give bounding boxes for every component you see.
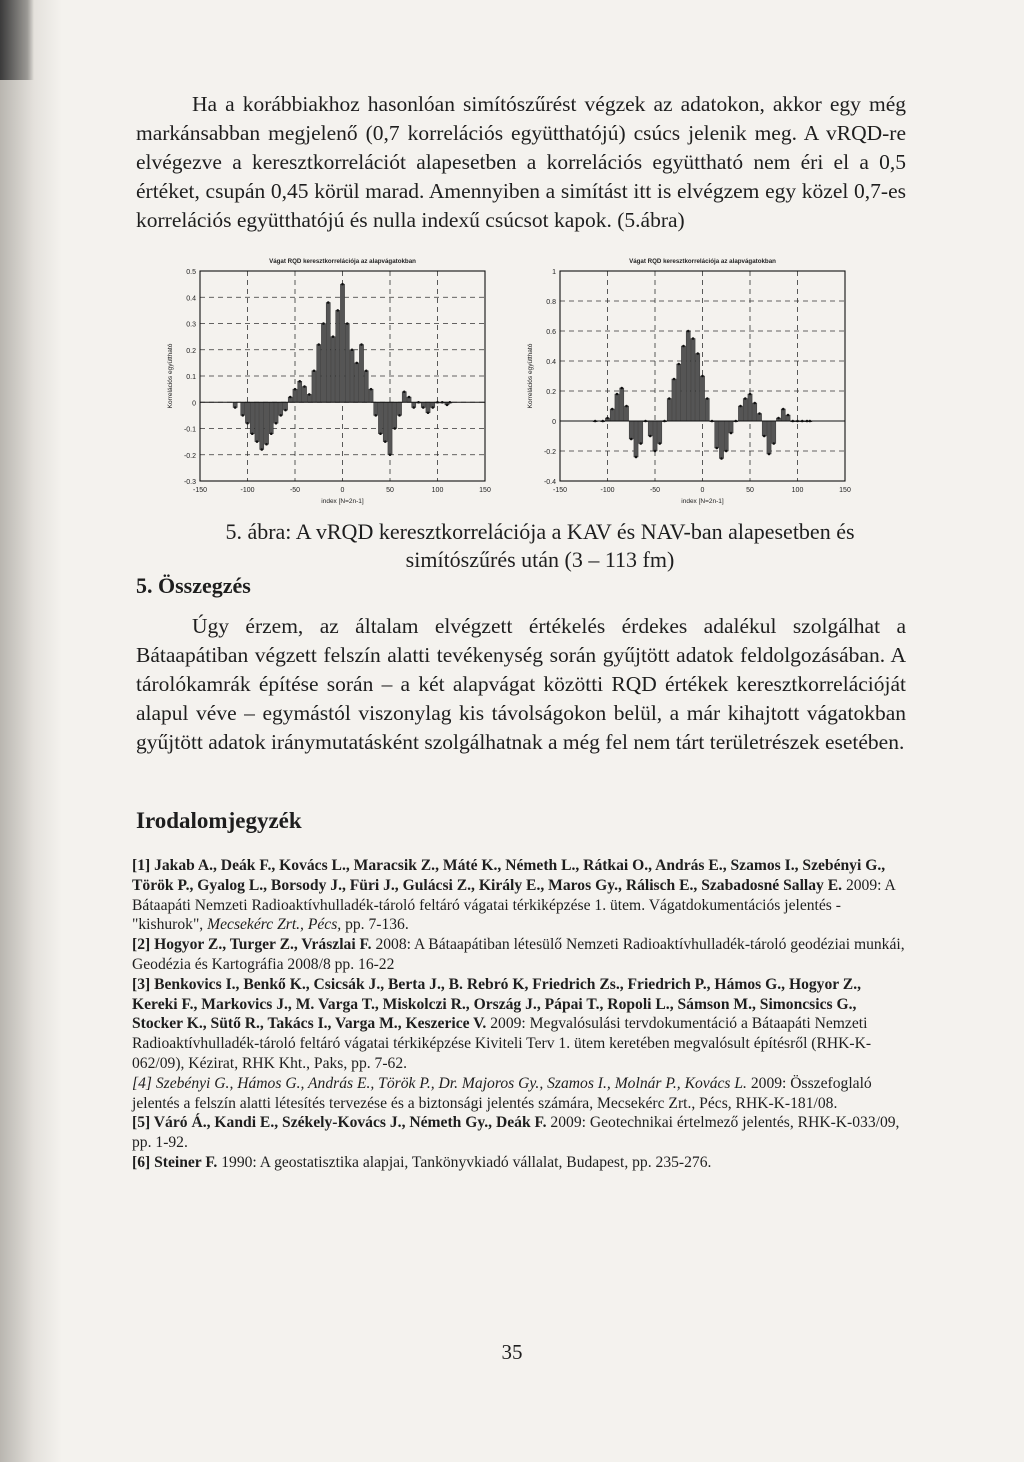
data-bar: [624, 406, 628, 421]
x-tick-label: 100: [791, 487, 804, 494]
data-point: [654, 450, 657, 453]
reference-authors: [2] Hogyor Z., Turger Z., Vrászlai F.: [132, 936, 372, 954]
data-point: [313, 369, 316, 372]
data-point: [384, 440, 387, 443]
y-tick-label: 0: [192, 400, 196, 408]
data-point: [322, 322, 325, 325]
reference-item: [132, 856, 908, 935]
data-point: [398, 414, 401, 417]
data-bar: [743, 399, 747, 422]
data-bar: [340, 284, 344, 402]
data-point: [692, 337, 695, 340]
data-bar: [321, 324, 325, 403]
data-point: [422, 406, 425, 409]
data-bar: [274, 402, 278, 423]
data-point: [630, 438, 633, 441]
data-point: [408, 396, 411, 399]
data-point: [346, 322, 349, 325]
data-point: [446, 404, 449, 407]
data-point: [649, 435, 652, 438]
data-bar: [279, 402, 283, 415]
data-point: [260, 448, 263, 451]
data-point: [234, 406, 237, 409]
reference-authors: [4] Szebényi G., Hámos G., András E., Török P., Dr. Majoros Gy., Szamos I., Molnár P., Kovács L.: [132, 1074, 747, 1092]
data-point: [682, 345, 685, 348]
data-bar: [426, 402, 430, 413]
data-point: [639, 442, 642, 445]
data-point: [351, 348, 354, 351]
chart-original-svg: [160, 255, 500, 517]
data-point: [341, 283, 344, 286]
x-tick-label: 150: [479, 487, 491, 494]
data-point: [374, 414, 377, 417]
y-tick-label: -0.2: [543, 449, 556, 456]
data-bar: [293, 389, 297, 402]
reference-text: 2009: Megvalósulási tervdokumentáció a Bátaapáti Nemzeti Radioaktívhulladék-tároló feltáró vágatai térkiképzése Kiviteli Terv 1. ütem keretében megvalósult építésről (RHK-K-062/09), Kézirat, RHK Kht., Paks, pp. 7-62.: [132, 1015, 872, 1072]
data-point: [298, 380, 301, 383]
data-point: [294, 388, 297, 391]
reference-authors: [6] Steiner F.: [132, 1153, 218, 1171]
data-bar: [369, 389, 373, 402]
data-bar: [781, 409, 785, 421]
data-bar: [719, 421, 723, 459]
data-bar: [672, 379, 676, 421]
data-point: [744, 397, 747, 400]
y-tick-label: -0.4: [543, 479, 556, 486]
x-tick-label: -100: [240, 487, 255, 494]
data-point: [403, 390, 406, 393]
data-point: [668, 397, 671, 400]
data-point: [753, 402, 756, 405]
data-point: [787, 414, 790, 417]
data-bar: [767, 421, 771, 454]
data-point: [332, 335, 335, 338]
data-bar: [336, 310, 340, 402]
data-bar: [653, 421, 657, 451]
data-bar: [350, 350, 354, 403]
reference-italic: Mecsekérc Zrt., Pécs,: [207, 916, 342, 934]
section-title-summary: 5. Összegzés: [136, 573, 251, 598]
y-axis-label: Korrelációs együttható: [167, 343, 174, 409]
data-bar: [374, 402, 378, 415]
data-point: [730, 432, 733, 435]
x-tick-label: 150: [839, 487, 851, 494]
reference-item: [132, 935, 908, 975]
y-tick-label: -0.2: [183, 452, 196, 460]
x-tick-label: -50: [289, 487, 301, 494]
references-title: Irodalomjegyzék: [136, 808, 302, 833]
data-bar: [402, 392, 406, 403]
y-tick-label: -0.3: [183, 479, 196, 486]
reference-item: [132, 1074, 908, 1114]
y-tick-label: 0.1: [186, 374, 196, 381]
data-bar: [255, 402, 259, 441]
x-tick-label: 50: [746, 487, 754, 494]
data-point: [412, 406, 415, 409]
summary-paragraph: Úgy érzem, az általam elvégzett értékelés érdekes adalékul szolgálhat a Bátaapátiban végzett felszín alatti tevékenység során gyűjtött adatok feldolgozásában. A tárolókamrák építése során – a két alapvágat közötti RQD értékek keresztkorrelációját alapul véve – egymástól viszonylag kis távolságokon belül, a már kihajtott vágatokban gyűjtött adatok iránymutatásként szolgálhatnak a még fel nem tárt területrészek esetében.: [136, 614, 906, 754]
data-point: [275, 422, 278, 425]
data-point: [758, 412, 761, 415]
x-tick-label: 100: [431, 487, 444, 494]
reference-item: [132, 1113, 908, 1153]
data-bar: [648, 421, 652, 436]
data-bar: [312, 371, 316, 403]
x-tick-label: -50: [649, 487, 661, 494]
data-point: [389, 453, 392, 456]
reference-item: [132, 975, 908, 1074]
figure-caption: 5. ábra: A vRQD keresztkorrelációja a KAV és NAV-ban alapesetben és simítószűrés után (3 – 113 fm): [225, 519, 855, 572]
data-bar: [724, 421, 728, 451]
data-bar: [681, 346, 685, 421]
data-point: [777, 417, 780, 420]
data-bar: [686, 331, 690, 421]
data-point: [303, 385, 306, 388]
data-bar: [738, 406, 742, 421]
intro-paragraph: Ha a korábbiakhoz hasonlóan simítószűrést végzek az adatokon, akkor egy még markánsabban megjelenő (0,7 korrelációs együtthatójú) csúcs jelenik meg. A vRQD-re elvégezve a keresztkorrelációt alapesetben a korrelációs együttható nem éri el a 0,5 értéket, csupán 0,45 körül marad. Amennyiben a simítást itt is elvégzem egy közel 0,7-es korrelációs együtthatójú és nulla indexű csúcsot kapok. (5.ábra): [136, 92, 906, 232]
data-point: [427, 411, 430, 414]
data-point: [658, 442, 661, 445]
data-bar: [620, 388, 624, 421]
data-bar: [388, 402, 392, 455]
y-tick-label: -0.1: [183, 426, 196, 434]
data-point: [265, 443, 268, 446]
y-tick-label: 0.2: [186, 347, 196, 355]
reference-item: [132, 1153, 908, 1173]
data-point: [279, 414, 282, 417]
data-bar: [260, 402, 264, 449]
data-point: [763, 435, 766, 438]
data-bar: [772, 421, 776, 444]
data-bar: [241, 402, 245, 415]
data-bar: [705, 399, 709, 422]
data-bar: [326, 303, 330, 403]
data-point: [677, 363, 680, 366]
x-tick-label: 50: [386, 487, 394, 494]
data-point: [317, 343, 320, 346]
data-point: [725, 450, 728, 453]
data-point: [782, 408, 785, 411]
data-point: [241, 414, 244, 417]
data-bar: [615, 394, 619, 421]
data-point: [370, 388, 373, 391]
data-point: [768, 453, 771, 456]
data-bar: [245, 402, 249, 423]
x-axis-label: index [N=2n-1]: [321, 498, 364, 505]
data-bar: [691, 339, 695, 422]
data-bar: [397, 402, 401, 415]
data-point: [706, 397, 709, 400]
reference-text: 2009: Geotechnikai értelmező jelentés, RHK-K-033/09, pp. 1-92.: [132, 1114, 900, 1152]
data-bar: [359, 345, 363, 403]
data-point: [360, 343, 363, 346]
data-point: [431, 406, 434, 409]
y-axis-label: Korrelációs együttható: [527, 343, 534, 409]
data-bar: [383, 402, 387, 441]
data-bar: [269, 402, 273, 434]
data-bar: [729, 421, 733, 433]
data-bar: [677, 364, 681, 421]
data-bar: [696, 354, 700, 422]
data-point: [270, 432, 273, 435]
y-tick-label: 1: [552, 269, 556, 276]
data-bar: [667, 399, 671, 422]
x-tick-label: 0: [340, 487, 345, 494]
data-point: [701, 375, 704, 378]
page-corner-shadow: [0, 0, 34, 80]
data-point: [720, 457, 723, 460]
data-point: [749, 393, 752, 396]
reference-text: pp. 7-136.: [341, 916, 409, 934]
data-point: [606, 417, 609, 420]
data-bar: [762, 421, 766, 436]
data-point: [336, 309, 339, 312]
reference-text: 2009: Összefoglaló jelentés a felszín alatti létesítés tervezése és a biztonsági jelentés számára, Mecsekérc Zrt., Pécs, RHK-K-181/08.: [132, 1074, 872, 1112]
y-tick-label: 0.5: [186, 269, 196, 276]
data-bar: [317, 345, 321, 403]
data-bar: [715, 421, 719, 448]
data-point: [256, 440, 259, 443]
y-tick-label: 0.3: [186, 321, 196, 329]
reference-text: 2008: A Bátaapátiban létesülő Nemzeti Radioaktívhulladék-tároló geodéziai munkái, Geodézia és Kartográfia 2008/8 pp. 16-22: [132, 936, 905, 973]
chart-title: Vágat RQD keresztkorrelációja az alapvágatokban: [269, 258, 416, 265]
data-bar: [355, 363, 359, 402]
chart-smoothed-svg: [520, 255, 860, 517]
data-point: [673, 378, 676, 381]
y-tick-label: 0.4: [546, 359, 556, 366]
data-point: [327, 301, 330, 304]
y-tick-label: 0.2: [546, 389, 556, 396]
data-point: [251, 432, 254, 435]
data-bar: [753, 403, 757, 421]
data-bar: [393, 402, 397, 428]
x-axis-label: index [N=2n-1]: [681, 498, 724, 505]
data-bar: [250, 402, 254, 434]
data-bar: [748, 394, 752, 421]
data-bar: [634, 421, 638, 457]
reference-authors: [1] Jakab A., Deák F., Kovács L., Maracsik Z., Máté K., Németh L., Rátkai O., András E., Szamos I., Szebényi G., Török P., Gyalog L., Borsody J., Füri J., Gulácsi Z., Király E., Maros Gy., Rálisch E., Szabadosné Sallay E.: [132, 857, 886, 894]
data-bar: [298, 381, 302, 402]
data-bar: [345, 324, 349, 403]
data-bar: [629, 421, 633, 439]
x-tick-label: -100: [600, 487, 615, 494]
chart-smoothed-correlation: [520, 255, 860, 517]
data-point: [365, 369, 368, 372]
data-point: [687, 330, 690, 333]
data-point: [739, 405, 742, 408]
data-point: [611, 408, 614, 411]
chart-original-correlation: [160, 255, 500, 517]
data-point: [393, 427, 396, 430]
data-point: [284, 409, 287, 412]
y-tick-label: 0.4: [186, 295, 196, 303]
reference-authors: [3] Benkovics I., Benkő K., Csicsák J., Berta J., B. Rebró K, Friedrich Zs., Friedrich P., Hámos G., Hogyor Z., Kereki F., Markovics J., M. Varga T., Miskolczi R., Ország J., Pápai T., Ropoli L., Sámson M., Simoncsics G., Stocker K., Sütő R., Takács I., Varga M., Keszerice V.: [132, 975, 861, 1033]
data-bar: [378, 402, 382, 434]
data-point: [355, 362, 358, 365]
reference-text: 1990: A geostatisztika alapjai, Tankönyvkiadó vállalat, Budapest, pp. 235-276.: [217, 1153, 712, 1171]
references-list: [132, 856, 908, 1173]
data-point: [772, 442, 775, 445]
x-tick-label: 0: [700, 487, 705, 494]
data-point: [308, 393, 311, 396]
data-point: [289, 396, 292, 399]
data-point: [616, 393, 619, 396]
data-point: [379, 432, 382, 435]
page-binding-shadow: [0, 0, 62, 1462]
data-bar: [700, 376, 704, 421]
reference-text: 2009: A Bátaapáti Nemzeti Radioaktívhulladék-tároló feltáró vágatai térkiképzése 1. ütem. Vágatdokumentációs jelentés - "kishurok",: [132, 876, 895, 934]
data-point: [635, 456, 638, 459]
x-tick-label: -150: [192, 487, 208, 494]
data-point: [620, 387, 623, 390]
data-bar: [658, 421, 662, 444]
data-bar: [331, 337, 335, 403]
data-point: [696, 352, 699, 355]
data-point: [625, 405, 628, 408]
data-bar: [364, 371, 368, 403]
chart-title: Vágat RQD keresztkorrelációja az alapvágatokban: [629, 258, 776, 265]
data-bar: [610, 409, 614, 421]
y-tick-label: 0: [552, 419, 556, 426]
x-tick-label: -150: [552, 487, 568, 494]
data-bar: [264, 402, 268, 444]
page-number: 35: [501, 1340, 523, 1364]
data-bar: [302, 387, 306, 403]
data-point: [246, 422, 249, 425]
reference-authors: [5] Váró Á., Kandi E., Székely-Kovács J., Németh Gy., Deák F.: [132, 1114, 547, 1132]
data-point: [715, 447, 718, 450]
y-tick-label: 0.8: [546, 299, 556, 306]
data-bar: [639, 421, 643, 444]
y-tick-label: 0.6: [546, 329, 556, 336]
